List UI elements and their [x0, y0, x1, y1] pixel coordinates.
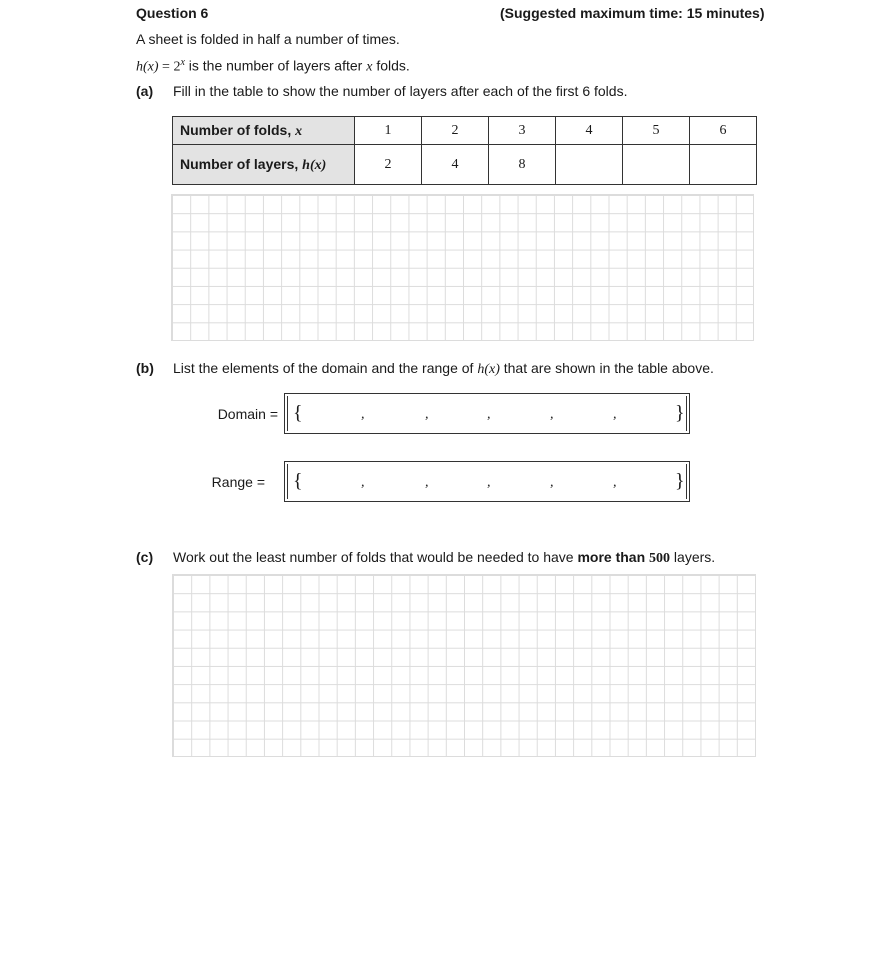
- fold-cell: 4: [556, 117, 623, 145]
- part-c-bold: more than: [577, 549, 650, 565]
- layers-cell: 2: [355, 145, 422, 185]
- part-b-text-after: that are shown in the table above.: [499, 360, 714, 376]
- part-c-label: (c): [136, 549, 154, 565]
- fold-cell: 2: [422, 117, 489, 145]
- layers-cell: 8: [489, 145, 556, 185]
- domain-label: Domain =: [217, 406, 278, 422]
- part-a-text: Fill in the table to show the number of layers after each of the first 6 folds.: [173, 83, 628, 99]
- equals-two: = 2: [158, 59, 181, 75]
- layers-answer-cell[interactable]: [556, 145, 623, 185]
- range-answer-box[interactable]: [284, 461, 690, 502]
- row-header-folds-text: Number of folds,: [180, 121, 296, 138]
- range-open-brace: {: [293, 470, 303, 492]
- range-comma: ,: [550, 475, 554, 490]
- suggested-time: (Suggested maximum time: 15 minutes): [500, 5, 765, 21]
- domain-comma: ,: [361, 407, 365, 422]
- intro-line-2: [136, 57, 410, 76]
- domain-comma: ,: [487, 407, 491, 422]
- range-comma: ,: [425, 475, 429, 490]
- domain-inner: [287, 396, 687, 431]
- row-header-layers-var: h(x): [302, 157, 327, 173]
- range-label: Range =: [211, 474, 265, 490]
- domain-comma: ,: [550, 407, 554, 422]
- exponent-x: x: [180, 57, 185, 68]
- part-b-text: [173, 360, 714, 378]
- part-b-func: h(x): [477, 362, 500, 377]
- part-c-text: [173, 549, 715, 567]
- var-x: x: [366, 59, 373, 75]
- range-comma: ,: [613, 475, 617, 490]
- fold-cell: 5: [623, 117, 690, 145]
- row-header-folds: [173, 117, 355, 145]
- layers-cell: 4: [422, 145, 489, 185]
- part-b-text-before: List the elements of the domain and the range of: [173, 360, 478, 376]
- working-grid-a[interactable]: [171, 194, 754, 341]
- part-c-number: 500: [649, 551, 671, 566]
- range-comma: ,: [487, 475, 491, 490]
- domain-open-brace: {: [293, 402, 303, 424]
- domain-comma: ,: [613, 407, 617, 422]
- intro-text: is the number of layers after: [184, 57, 367, 74]
- range-comma: ,: [361, 475, 365, 490]
- domain-comma: ,: [425, 407, 429, 422]
- working-grid-c[interactable]: [172, 574, 756, 757]
- part-b-label: (b): [136, 360, 154, 376]
- table-row-folds: [173, 117, 757, 145]
- part-c-text-before: Work out the least number of folds that would be needed to have: [173, 549, 578, 565]
- question-title: Question 6: [136, 5, 209, 21]
- row-header-folds-var: x: [295, 123, 303, 139]
- layers-answer-cell[interactable]: [623, 145, 690, 185]
- fold-cell: 6: [690, 117, 757, 145]
- part-a-label: (a): [136, 83, 154, 99]
- row-header-layers-text: Number of layers,: [180, 155, 303, 172]
- fold-cell: 3: [489, 117, 556, 145]
- intro-line-1: A sheet is folded in half a number of times.: [136, 31, 400, 47]
- table-row-layers: [173, 145, 757, 185]
- range-close-brace: }: [675, 470, 685, 492]
- part-c-text-after: layers.: [670, 549, 716, 565]
- function-h: h(x): [136, 59, 159, 75]
- layers-answer-cell[interactable]: [690, 145, 757, 185]
- domain-close-brace: }: [675, 402, 685, 424]
- intro-end: folds.: [372, 57, 410, 74]
- row-header-layers: [173, 145, 355, 185]
- domain-answer-box[interactable]: [284, 393, 690, 434]
- folds-layers-table: [172, 116, 757, 185]
- range-inner: [287, 464, 687, 499]
- fold-cell: 1: [355, 117, 422, 145]
